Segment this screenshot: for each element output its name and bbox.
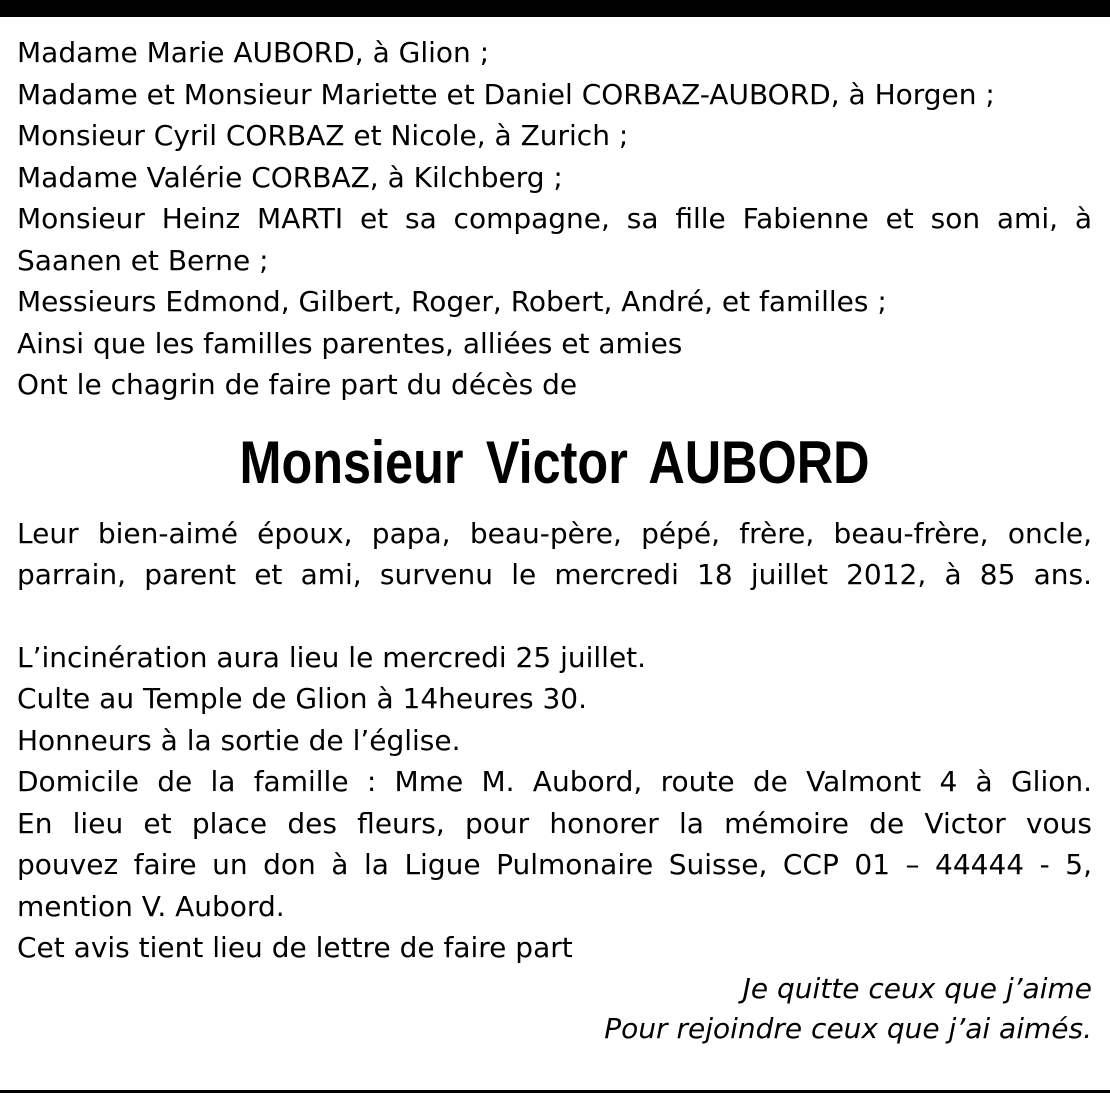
family-line: Monsieur Heinz MARTI et sa compagne, sa fille Fabienne et son ami, à [17, 202, 1092, 235]
closing-poem [17, 969, 1092, 1049]
family-line: Madame et Monsieur Mariette et Daniel CORBAZ-AUBORD, à Horgen ; [17, 77, 995, 111]
family-line: Messieurs Edmond, Gilbert, Roger, Robert, André, et familles ; [17, 285, 887, 318]
family-line: Madame Marie AUBORD, à Glion ; [17, 36, 490, 69]
info-line: Culte au Temple de Glion à 14heures 30. [17, 682, 587, 715]
info-line: En lieu et place des fleurs, pour honorer la mémoire de Victor vous [17, 806, 1092, 840]
top-border-rule [0, 0, 1110, 17]
info-line: Honneurs à la sortie de l’église. [17, 723, 461, 757]
tribute-paragraph [17, 513, 1092, 596]
bottom-border-rule [0, 1090, 1110, 1093]
info-line: L’incinération aura lieu le mercredi 25 juillet. [17, 640, 647, 674]
family-line: Ont le chagrin de faire part du décès de [17, 368, 578, 401]
family-line: Saanen et Berne ; [17, 243, 269, 277]
family-line: Monsieur Cyril CORBAZ et Nicole, à Zurich ; [17, 119, 629, 152]
paragraph-spacer [17, 596, 1092, 637]
tribute-line: Leur bien-aimé époux, papa, beau-père, pépé, frère, beau-frère, oncle, [17, 516, 1092, 550]
info-line: Domicile de la famille : Mme M. Aubord, route de Valmont 4 à Glion. [17, 765, 1092, 798]
info-line: Cet avis tient lieu de lettre de faire part [17, 931, 573, 964]
family-line: Madame Valérie CORBAZ, à Kilchberg ; [17, 160, 563, 194]
info-line: mention V. Aubord. [17, 889, 285, 923]
family-list [17, 32, 1092, 406]
poem-line: Pour rejoindre ceux que j’ai aimés. [604, 1011, 1092, 1045]
ceremony-info [17, 637, 1092, 969]
poem-line: Je quitte ceux que j’aime [742, 971, 1092, 1005]
deceased-name-heading: Monsieur Victor AUBORD [239, 428, 870, 496]
info-line: pouvez faire un don à la Ligue Pulmonaire Suisse, CCP 01 – 44444 - 5, [17, 848, 1092, 881]
tribute-line: parrain, parent et ami, survenu le mercredi 18 juillet 2012, à 85 ans. [17, 558, 1092, 591]
death-notice [17, 32, 1092, 1049]
family-line: Ainsi que les familles parentes, alliées et amies [17, 326, 683, 360]
